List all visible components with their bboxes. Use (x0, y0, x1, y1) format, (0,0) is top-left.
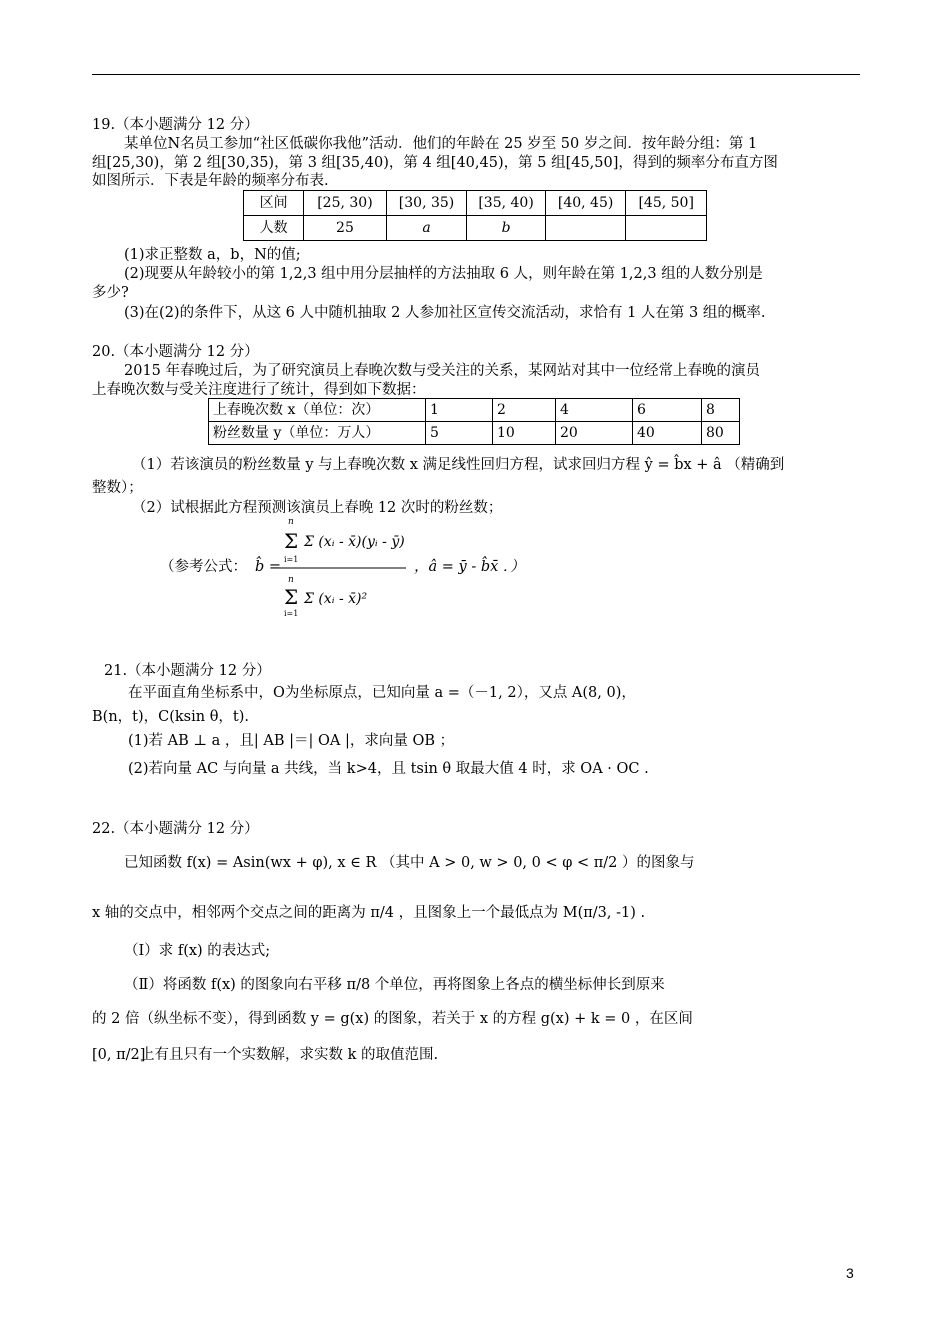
q20-intro-1: 2015 年春晚过后，为了研究演员上春晚次数与受关注的关系，某网站对其中一位经常上春晚的演员 (124, 363, 761, 379)
q22-part-2: （Ⅱ）将函数 f(x) 的图象向右平移 π/8 个单位，再将图象上各点的横坐标伸长到原来 (124, 977, 665, 993)
numerator: Σ (xᵢ - x̄)(yᵢ - ȳ) (304, 534, 405, 550)
table-cell: 粉丝数量 y（单位：万人） (209, 422, 426, 445)
q19-part-2a: (2)现要从年龄较小的第 1,2,3 组中用分层抽样的方法抽取 6 人，则年龄在第 1,2,3 组的人数分别是 (124, 266, 763, 282)
sum-upper-index: n (288, 575, 294, 585)
q22-line-1: 已知函数 f(x) = Asin(wx + φ), x ∈ R （其中 A > 0, w > 0, 0 < φ < π/2 ）的图象与 (124, 855, 695, 871)
q19-intro-1: 某单位N名员工参加“社区低碳你我他”活动．他们的年龄在 25 岁至 50 岁之间．按年龄分组：第 1 (124, 136, 758, 152)
table-cell: 8 (702, 399, 740, 422)
table-cell: 4 (556, 399, 633, 422)
header-rule (92, 74, 860, 75)
sum-lower-index: i=1 (284, 555, 299, 564)
table-cell: b (467, 216, 546, 241)
table-row (244, 191, 707, 216)
reference-formula-label: （参考公式： (160, 559, 247, 575)
q22-interval: [0, π/2] (92, 1047, 146, 1063)
table-cell: 6 (633, 399, 702, 422)
q20-intro-2: 上春晚次数与受关注度进行了统计，得到如下数据： (92, 382, 426, 398)
table-cell: 1 (426, 399, 493, 422)
sum-upper-index: n (288, 517, 294, 527)
q21-line-2: B(n，t)，C(ksin θ，t). (92, 709, 250, 725)
table-cell: 上春晚次数 x（单位：次） (209, 399, 426, 422)
regression-fraction (248, 516, 408, 626)
table-cell: 人数 (244, 216, 304, 241)
table-cell: [45, 50] (626, 191, 707, 216)
table-cell: [35, 40) (467, 191, 546, 216)
q21-line-3: (1)若 AB ⊥ a ，且| AB |＝| OA |，求向量 OB ； (128, 733, 455, 749)
table-cell: 80 (702, 422, 740, 445)
table-cell: 2 (493, 399, 556, 422)
q19-part-2b: 多少? (92, 285, 129, 301)
sum-symbol: Σ (284, 529, 299, 553)
age-frequency-table (243, 190, 707, 241)
q19-intro-3: 如图所示．下表是年龄的频率分布表. (92, 173, 329, 189)
denominator: Σ (xᵢ - x̄)² (304, 591, 368, 607)
q21-line-4: (2)若向量 AC 与向量 a 共线，当 k>4，且 tsin θ 取最大值 4 时，求 OA · OC . (128, 761, 649, 777)
q19-header: 19.（本小题满分 12 分） (92, 117, 259, 133)
table-cell: 40 (633, 422, 702, 445)
sum-lower-index: i=1 (284, 609, 299, 618)
q21-header: 21.（本小题满分 12 分） (104, 663, 271, 679)
table-row (209, 422, 740, 445)
table-cell: 25 (304, 216, 387, 241)
table-cell: [30, 35) (386, 191, 467, 216)
sum-symbol: Σ (284, 585, 299, 609)
q21-line-1: 在平面直角坐标系中，O为坐标原点，已知向量 a =（－1, 2），又点 A(8, 0)， (128, 685, 636, 701)
q22-line-6: 上有且只有一个实数解，求实数 k 的取值范围. (140, 1047, 439, 1063)
q20-header: 20.（本小题满分 12 分） (92, 344, 259, 360)
q22-line-2: x 轴的交点中，相邻两个交点之间的距离为 π/4 ，且图象上一个最低点为 M(π/3, -1) . (92, 905, 646, 921)
table-cell: a (386, 216, 467, 241)
q20-part-1b: 整数）； (92, 480, 143, 496)
q22-line-5: 的 2 倍（纵坐标不变），得到函数 y = g(x) 的图象，若关于 x 的方程 g(x) + k = 0 ，在区间 (92, 1011, 693, 1027)
performance-data-table (208, 398, 740, 445)
q22-part-1: （Ⅰ）求 f(x) 的表达式; (124, 943, 271, 959)
table-row (209, 399, 740, 422)
q19-part-3: (3)在(2)的条件下，从这 6 人中随机抽取 2 人参加社区宣传交流活动，求恰有 1 人在第 3 组的概率. (124, 305, 766, 321)
intercept-formula: ，â = ȳ - b̂x̄ ．） (414, 559, 525, 575)
table-cell (626, 216, 707, 241)
q20-part-1a: （1）若该演员的粉丝数量 y 与上春晚次数 x 满足线性回归方程，试求回归方程 ŷ = b̂x + â （精确到 (132, 457, 785, 473)
table-cell: [25, 30) (304, 191, 387, 216)
table-cell: 10 (493, 422, 556, 445)
table-row (244, 216, 707, 241)
q22-header: 22.（本小题满分 12 分） (92, 821, 259, 837)
q20-part-2: （2）试根据此方程预测该演员上春晚 12 次时的粉丝数； (132, 500, 503, 516)
table-cell: 5 (426, 422, 493, 445)
slope-estimate-symbol: b̂ = (255, 559, 282, 575)
page-number: 3 (846, 1265, 854, 1281)
q19-part-1: (1)求正整数 a，b，N的值; (124, 247, 301, 263)
table-cell (545, 216, 626, 241)
table-cell: 区间 (244, 191, 304, 216)
q19-intro-2: 组[25,30)，第 2 组[30,35)，第 3 组[35,40)，第 4 组[40,45)，第 5 组[45,50]，得到的频率分布直方图 (92, 155, 778, 171)
table-cell: [40, 45) (545, 191, 626, 216)
table-cell: 20 (556, 422, 633, 445)
